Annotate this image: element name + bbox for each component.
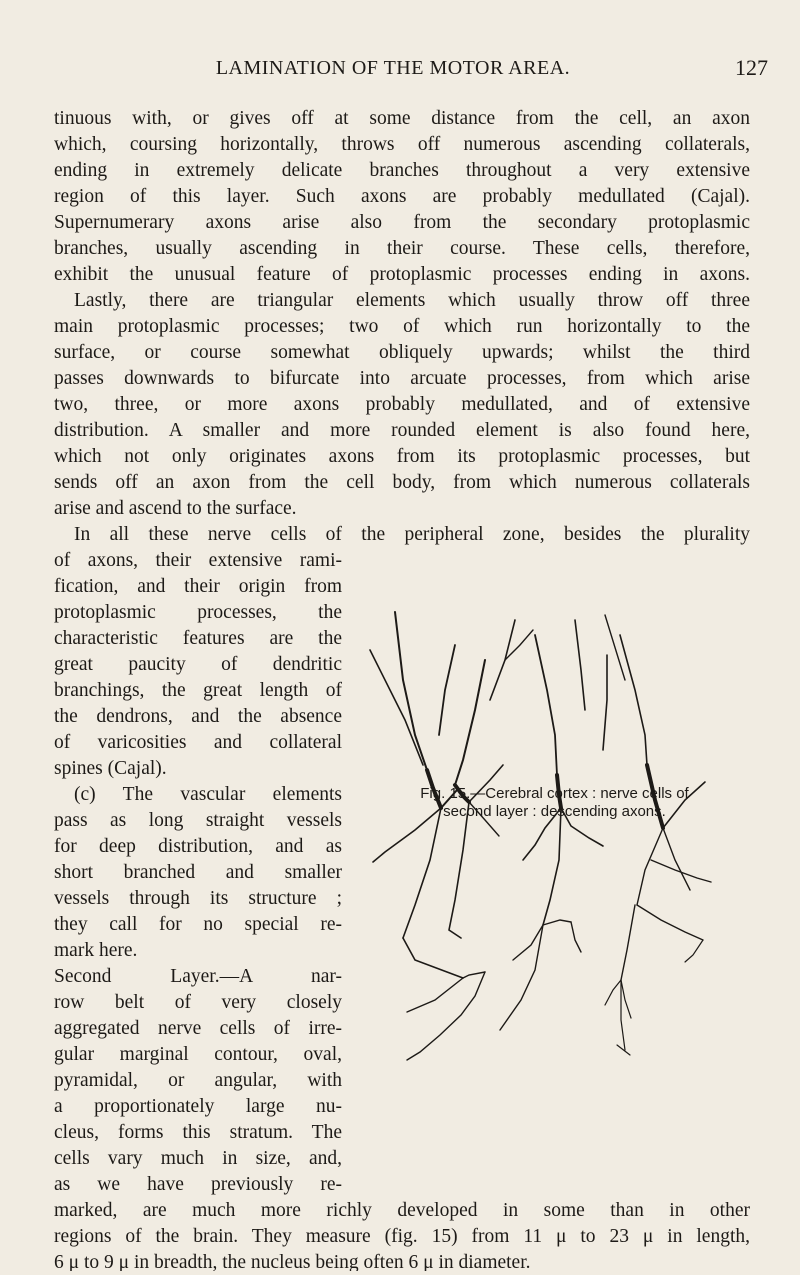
text-line: surface, or course somewhat obliquely upwards; whilst the third bbox=[54, 342, 750, 363]
text-line: spines (Cajal). bbox=[54, 758, 167, 779]
figure-caption bbox=[352, 785, 757, 821]
text-line: regions of the brain. They measure (fig. 15) from 11 μ to 23 μ in length, bbox=[54, 1226, 750, 1247]
nerve-cell-drawing bbox=[345, 560, 755, 1275]
text-line: mark here. bbox=[54, 940, 138, 961]
text-line: passes downwards to bifurcate into arcuate processes, from which arise bbox=[54, 368, 750, 389]
text-line: region of this layer. Such axons are probably medullated (Cajal). bbox=[54, 186, 750, 207]
text-line: pyramidal, or angular, with bbox=[54, 1070, 342, 1091]
text-line: fication, and their origin from bbox=[54, 576, 342, 597]
text-line: which, coursing horizontally, throws off numerous ascending collaterals, bbox=[54, 134, 750, 155]
text-line: great paucity of dendritic bbox=[54, 654, 342, 675]
caption-line: Fig. 15.—Cerebral cortex : nerve cells of bbox=[420, 785, 689, 802]
text-line: protoplasmic processes, the bbox=[54, 602, 342, 623]
text-line: of varicosities and collateral bbox=[54, 732, 342, 753]
text-line: which not only originates axons from its protoplasmic processes, but bbox=[54, 446, 750, 467]
text-line: row belt of very closely bbox=[54, 992, 342, 1013]
text-line: arise and ascend to the surface. bbox=[54, 498, 297, 519]
text-line: sends off an axon from the cell body, from which numerous collaterals bbox=[54, 472, 750, 493]
text-line: the dendrons, and the absence bbox=[54, 706, 342, 727]
figure-nerve-cells bbox=[345, 560, 755, 1275]
text-line: pass as long straight vessels bbox=[54, 810, 342, 831]
text-line: branchings, the great length of bbox=[54, 680, 342, 701]
text-line: short branched and smaller bbox=[54, 862, 342, 883]
page-number: 127 bbox=[735, 55, 768, 80]
text-line: Lastly, there are triangular elements which usually throw off three bbox=[74, 290, 750, 311]
text-line: Supernumerary axons arise also from the secondary protoplasmic bbox=[54, 212, 750, 233]
text-line: of axons, their extensive rami- bbox=[54, 550, 342, 571]
section-heading-line: Second Layer.—A nar- bbox=[54, 966, 342, 987]
text-line: tinuous with, or gives off at some distance from the cell, an axon bbox=[54, 108, 750, 129]
text-line: branches, usually ascending in their course. These cells, therefore, bbox=[54, 238, 750, 259]
text-line: cleus, forms this stratum. The bbox=[54, 1122, 342, 1143]
text-line: marked, are much more richly developed in some than in other bbox=[54, 1200, 750, 1221]
text-line: ending in extremely delicate branches throughout a very extensive bbox=[54, 160, 750, 181]
text-line: main protoplasmic processes; two of which run horizontally to the bbox=[54, 316, 750, 337]
text-line: a proportionately large nu- bbox=[54, 1096, 342, 1117]
text-line: exhibit the unusual feature of protoplasmic processes ending in axons. bbox=[54, 264, 750, 285]
text-line: 6 μ to 9 μ in breadth, the nucleus being often 6 μ in diameter. bbox=[54, 1252, 531, 1271]
text-line: cells vary much in size, and, bbox=[54, 1148, 342, 1169]
caption-line: second layer : descending axons. bbox=[443, 803, 666, 820]
text-line: two, three, or more axons probably medullated, and of extensive bbox=[54, 394, 750, 415]
text-line: gular marginal contour, oval, bbox=[54, 1044, 342, 1065]
text-line: for deep distribution, and as bbox=[54, 836, 342, 857]
text-line: In all these nerve cells of the peripheral zone, besides the plurality bbox=[74, 524, 750, 545]
text-line: as we have previously re- bbox=[54, 1174, 342, 1195]
text-line: vessels through its structure ; bbox=[54, 888, 342, 909]
page-header bbox=[0, 57, 800, 87]
text-line: they call for no special re- bbox=[54, 914, 342, 935]
text-line: distribution. A smaller and more rounded element is also found here, bbox=[54, 420, 750, 441]
text-line: (c) The vascular elements bbox=[74, 784, 342, 805]
running-title: LAMINATION OF THE MOTOR AREA. bbox=[215, 57, 571, 79]
text-line: aggregated nerve cells of irre- bbox=[54, 1018, 342, 1039]
text-line: characteristic features are the bbox=[54, 628, 342, 649]
